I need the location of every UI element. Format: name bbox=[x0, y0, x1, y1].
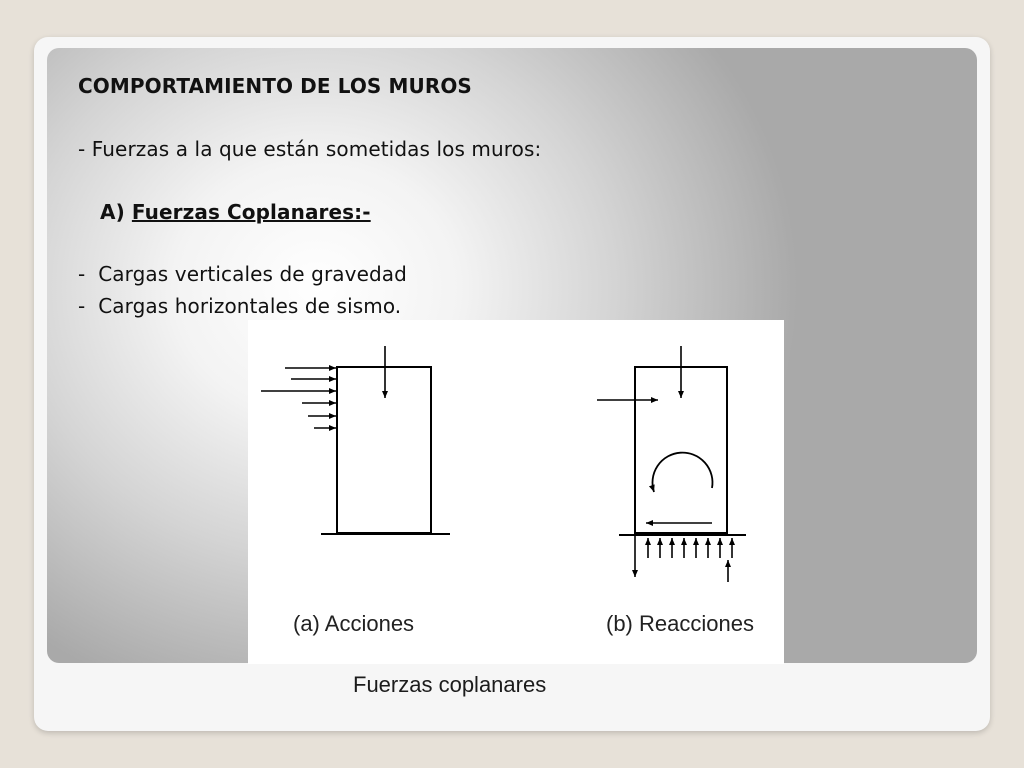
coplanar-forces-figure bbox=[248, 320, 784, 664]
panel-a-label: (a) Acciones bbox=[293, 611, 415, 636]
figure-diagram bbox=[248, 320, 784, 664]
slide-title: COMPORTAMIENTO DE LOS MUROS bbox=[78, 74, 472, 98]
moment-arrow bbox=[652, 453, 712, 492]
section-title: Fuerzas Coplanares:- bbox=[131, 200, 371, 224]
wall-a bbox=[337, 367, 431, 533]
panel-b-diagram bbox=[597, 346, 754, 636]
figure-caption: Fuerzas coplanares bbox=[353, 672, 547, 697]
panel-a-diagram bbox=[261, 346, 450, 636]
section-heading bbox=[100, 200, 371, 224]
section-prefix: A) bbox=[100, 200, 132, 224]
bullet-item-gravity: - Cargas verticales de gravedad bbox=[78, 262, 407, 286]
panel-b-label: (b) Reacciones bbox=[606, 611, 754, 636]
bullet-item-seismic: - Cargas horizontales de sismo. bbox=[78, 294, 402, 318]
intro-text: - Fuerzas a la que están sometidas los muros: bbox=[78, 137, 542, 161]
